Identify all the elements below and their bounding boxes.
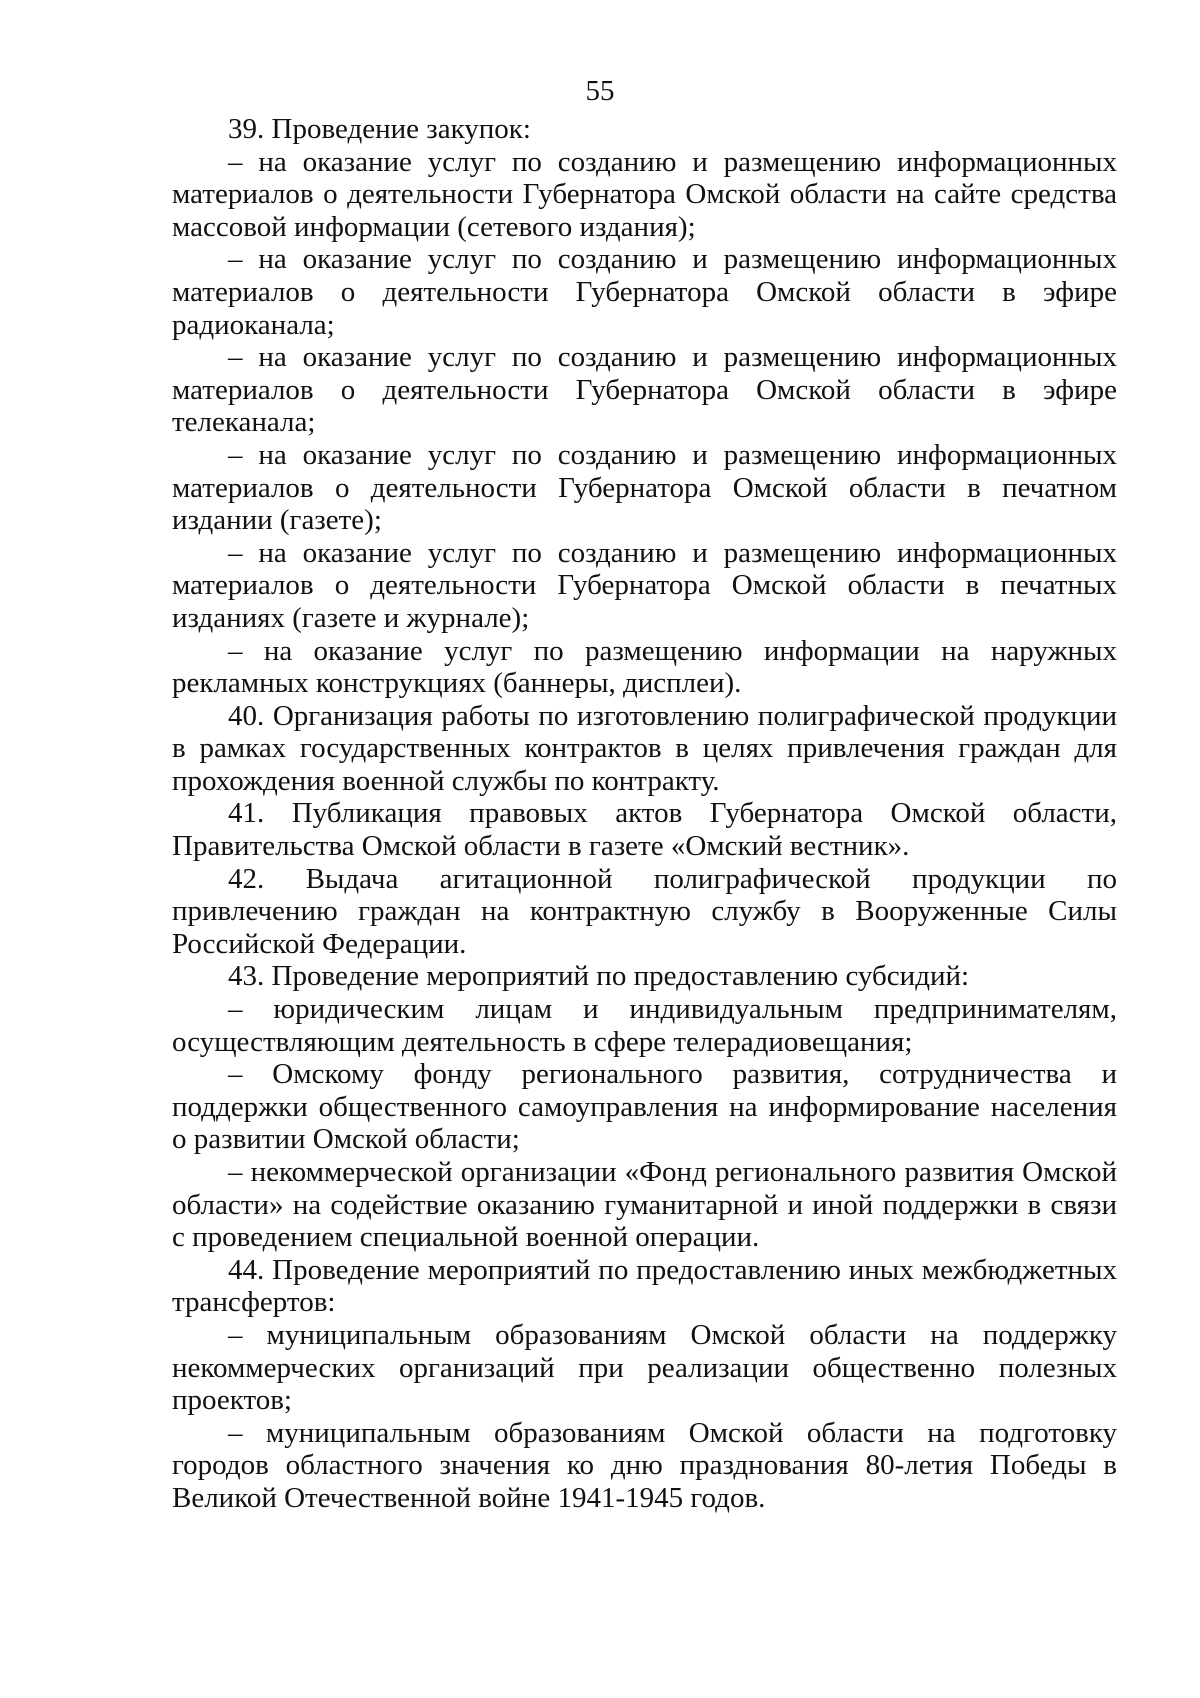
list-item-procurement-outdoor: – на оказание услуг по размещению информации на наружных рекламных конструкциях (баннеры, дисплеи). — [172, 634, 1117, 700]
document-body — [172, 113, 1117, 1515]
paragraph-40: 40. Организация работы по изготовлению полиграфической продукции в рамках государственных контрактов в целях привлечения граждан для прохождения военной службы по контракту. — [172, 699, 1117, 797]
paragraph-41: 41. Публикация правовых актов Губернатора Омской области, Правительства Омской области в газете «Омский вестник». — [172, 797, 1117, 863]
list-item-transfer-victory-80: – муниципальным образованиям Омской области на подготовку городов областного значения ко дню празднования 80-летия Победы в Великой Отечественной войне 1941-1945 годов. — [172, 1416, 1117, 1514]
list-item-procurement-print-media: – на оказание услуг по созданию и размещению информационных материалов о деятельности Губернатора Омской области в печатных изданиях (газете и журнале); — [172, 536, 1117, 634]
paragraph-43-title: 43. Проведение мероприятий по предоставлению субсидий: — [228, 960, 970, 993]
page-number: 55 — [585, 75, 615, 107]
list-item-subsidy-nonprofit: – некоммерческой организации «Фонд регионального развития Омской области» на содействие оказанию гуманитарной и иной поддержки в связи с проведением специальной военной операции. — [172, 1156, 1117, 1254]
list-item-procurement-radio: – на оказание услуг по созданию и размещению информационных материалов о деятельности Губернатора Омской области в эфире радиоканала; — [172, 243, 1117, 341]
paragraph-39-title: 39. Проведение закупок: — [228, 113, 531, 145]
list-item-subsidy-omsk-fund: – Омскому фонду регионального развития, сотрудничества и поддержки общественного самоуправления на информирование населения о развитии Омской области; — [172, 1058, 1117, 1156]
list-item-procurement-newspaper: – на оказание услуг по созданию и размещению информационных материалов о деятельности Губернатора Омской области в печатном издании (газете); — [172, 438, 1117, 537]
list-item-procurement-website: – на оказание услуг по созданию и размещению информационных материалов о деятельности Губернатора Омской области на сайте средства массовой информации (сетевого издания); — [172, 145, 1117, 243]
paragraph-42: 42. Выдача агитационной полиграфической продукции по привлечению граждан на контрактную службу в Вооруженные Силы Российской Федерации. — [172, 862, 1117, 960]
list-item-subsidy-broadcasting: – юридическим лицам и индивидуальным предпринимателям, осуществляющим деятельность в сфере телерадиовещания; — [172, 993, 1117, 1058]
list-item-procurement-tv: – на оказание услуг по созданию и размещению информационных материалов о деятельности Губернатора Омской области в эфире телеканала; — [172, 341, 1117, 439]
list-item-transfer-nonprofits: – муниципальным образованиям Омской области на поддержку некоммерческих организаций при реализации общественно полезных проектов; — [172, 1318, 1117, 1417]
paragraph-44-title: 44. Проведение мероприятий по предоставлению иных межбюджетных трансфертов: — [172, 1253, 1117, 1319]
